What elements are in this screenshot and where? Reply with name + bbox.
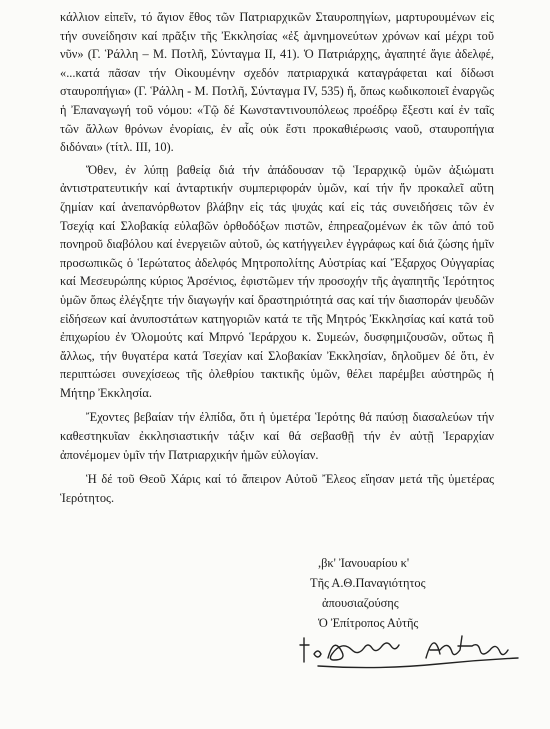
signature-block — [310, 553, 426, 633]
handwritten-signature — [298, 628, 528, 670]
date-line: ,βκ' Ἰανουαρίου κ' — [318, 556, 410, 570]
paragraph-2: Ὅθεν, ἐν λύπῃ βαθείᾳ διά τήν ἀπάδουσαν τῷ Ἱεραρχικῷ ὑμῶν ἀξιώματι ἀντιστρατευτικήν καί ἀνταρτικήν συμπεριφοράν ὑμῶν, καί τήν ἤν προκαλεῖ αὕτη ζημίαν καί ἀνεπανόρθωτον βλάβην εἰς τάς ψυχάς καί εἰς τάς συνειδήσεις τῶν ἐν Τσεχίᾳ καί Σλοβακίᾳ εὐλαβῶν ὀρθοδόξων πιστῶν, ἐπηρεαζομένων ἐκ τῶν ἀπό τοῦ πονηροῦ διαβόλου καί ἐνεργειῶν αὐτοῦ, ὡς κατήγγειλεν ἐγγράφως καί διά ζώσης ἡμῖν προσωπικῶς ὁ Ἱερώτατος ἀδελφός Μητροπολίτης Αὐστρίας καί Ἔξαρχος Οὐγγαρίας καί Μεσευρώπης κύριος Ἀρσένιος, ἐφιστῶμεν τήν προσοχήν τῆς ἀγαπητῆς Ἱερότητος ὑμῶν ὅπως ἐλέγξητε τήν διαγωγήν καί δραστηριότητά σας καί τήν διασποράν ψευδῶν εἰδήσεων καί ἀνυποστάτων κατηγοριῶν κατά τε τῆς Μητρός Ἐκκλησίας καί κατά τοῦ ἐπιχωρίου ἐν Ὀλομούτς καί Μπρνό Ἱεράρχου κ. Συμεών, δυσφημιζουσῶν, οὕτως ἢ ἄλλως, τήν θυγατέρα κατά Τσεχίαν καί Σλοβακίαν Ἐκκλησίαν, δηλοῦμεν δέ ὅτι, ἐν περιπτώσει συνεχίσεως τῆς ὀλεθρίου τακτικῆς ὑμῶν, θέλει παρέμβει αὐστηρῶς ἡ Μήτηρ Ἐκκλησία. — [60, 162, 494, 400]
paragraph-3: Ἔχοντες βεβαίαν τήν ἐλπίδα, ὅτι ἡ ὑμετέρα Ἱερότης θά παύσῃ διασαλεύων τήν καθεστηκυῖαν ἐκκλησιαστικήν τάξιν καί θά σεβασθῇ τήν ἐν αὐτῇ Ἱεραρχίαν ἀπονέμομεν ὑμῖν τήν Πατριαρχικήν ἡμῶν εὐλογίαν. — [60, 410, 494, 462]
absence-line: ἀπουσιαζούσης — [322, 596, 399, 610]
paragraph-1: κάλλιον εἰπεῖν, τό ἅγιον ἔθος τῶν Πατριαρχικῶν Σταυροπηγίων, μαρτυρουμένων εἰς τήν συνείδησιν καί πρᾶξιν τῆς Ἐκκλησίας «ἐξ ἀμνημονεύτων χρόνων καί μέχρι τοῦ νῦν» (Γ. Ῥάλλη – Μ. Ποτλῆ, Σύνταγμα ΙΙ, 41). Ὁ Πατριάρχης, ἀγαπητέ ἅγιε ἀδελφέ, «...κατά πᾶσαν τήν Οἰκουμένην σχεδόν πατριαρχικά καταγράφεται καί δίδωσι σταυροπήγια» (Γ. Ῥάλλη - Μ. Ποτλῆ, Σύνταγμα IV, 535) ἤ, ὅπως κωδικοποιεῖ ἐναργῶς ἡ Ἐπαναγωγή τοῦ νόμου: «Τῷ δέ Κωνσταντινουπόλεως προέδρῳ ἔξεστι καί ἐν ταῖς τῶν ἄλλων θρόνων ἐνορίαις, ἐν αἷς οὐκ ἔστι προκαθιέρωσις ναοῦ, σταυροπήγια διδόναι» (τίτλ. ΙΙΙ, 10). — [60, 10, 494, 155]
signature-icon — [298, 628, 528, 670]
paragraph-4: Ἡ δέ τοῦ Θεοῦ Χάρις καί τό ἄπειρον Αὐτοῦ Ἔλεος εἴησαν μετά τῆς ὑμετέρας Ἱερότητος. — [60, 472, 494, 505]
deputy-line: Ὁ Ἐπίτροπος Αὐτῆς — [318, 616, 419, 630]
signatory-office-line: Τῆς Α.Θ.Παναγιότητος — [310, 576, 426, 590]
